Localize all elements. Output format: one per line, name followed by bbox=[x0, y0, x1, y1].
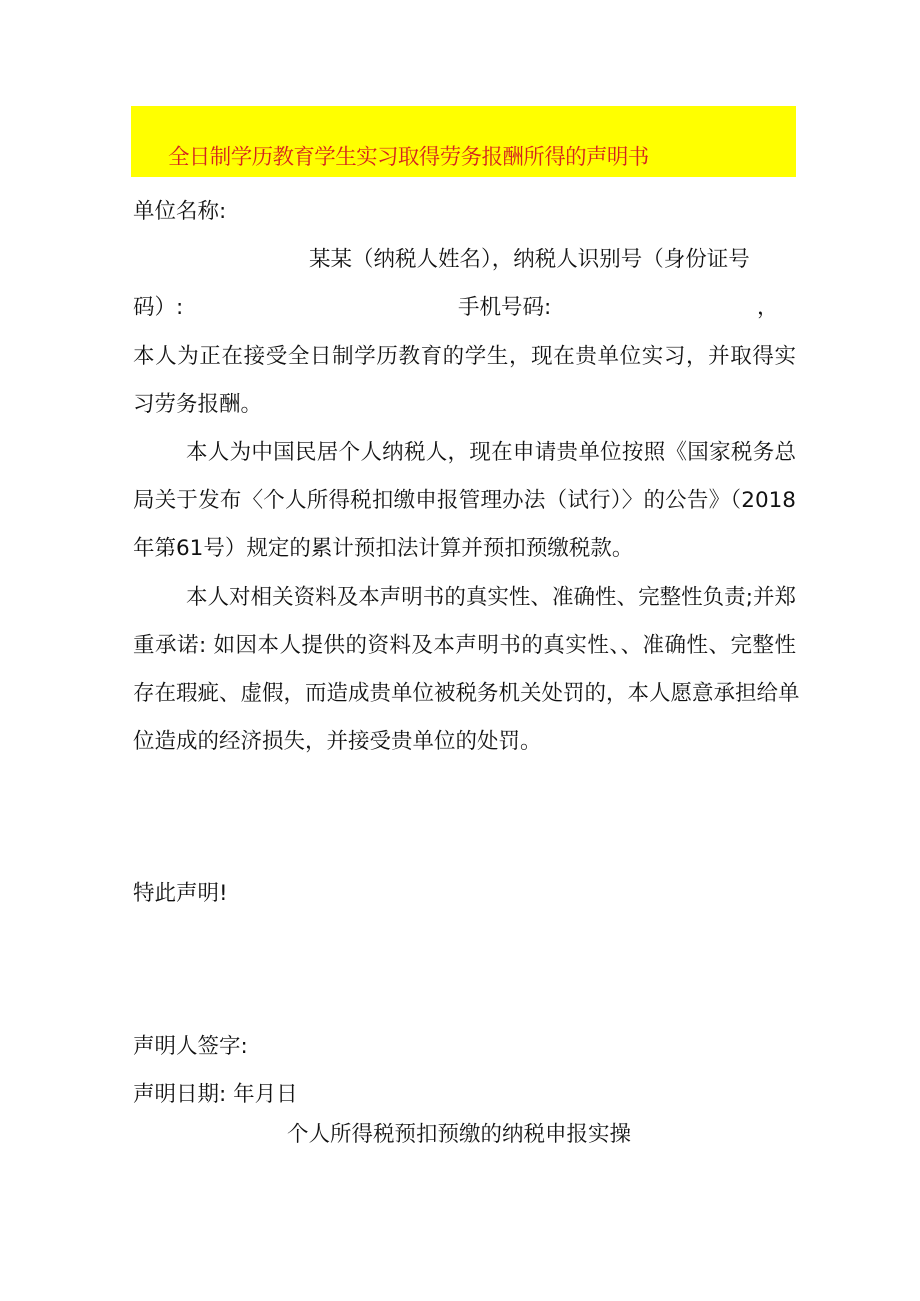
date-label: 声明日期: 年月日 bbox=[133, 1082, 298, 1107]
document-title: 全日制学历教育学生实习取得劳务报酬所得的声明书 bbox=[168, 145, 649, 170]
signature-label: 声明人签字: bbox=[133, 1034, 248, 1059]
body-line-11: 位造成的经济损失，并接受贵单位的处罚。 bbox=[133, 729, 542, 754]
title-banner bbox=[131, 106, 796, 177]
body-line-6: 局关于发布〈个人所得税扣缴申报管理办法（试行）〉的公告》（2018 bbox=[133, 488, 796, 513]
body-line-2-comma: ， bbox=[757, 295, 779, 320]
body-line-8: 本人对相关资料及本声明书的真实性、准确性、完整性负责;并郑 bbox=[186, 585, 796, 610]
footer-heading: 个人所得税预扣预缴的纳税申报实操 bbox=[287, 1122, 632, 1147]
body-line-5: 本人为中国民居个人纳税人，现在申请贵单位按照《国家税务总 bbox=[186, 440, 796, 465]
body-line-2: 码）: bbox=[133, 295, 184, 320]
closing-statement: 特此声明! bbox=[133, 881, 228, 906]
body-line-4: 习劳务报酬。 bbox=[133, 392, 263, 417]
body-line-1: 某某（纳税人姓名），纳税人识别号（身份证号 bbox=[309, 247, 750, 272]
body-line-7: 年第61号）规定的累计预扣法计算并预扣预缴税款。 bbox=[133, 536, 634, 561]
body-line-3: 本人为正在接受全日制学历教育的学生，现在贵单位实习，并取得实 bbox=[133, 344, 796, 369]
body-line-9: 重承诺: 如因本人提供的资料及本声明书的真实性、、准确性、完整性 bbox=[133, 633, 796, 658]
unit-name-label: 单位名称: bbox=[133, 199, 227, 224]
body-line-10: 存在瑕疵、虚假，而造成贵单位被税务机关处罚的，本人愿意承担给单 bbox=[133, 681, 800, 706]
phone-number-label: 手机号码: bbox=[458, 295, 552, 320]
